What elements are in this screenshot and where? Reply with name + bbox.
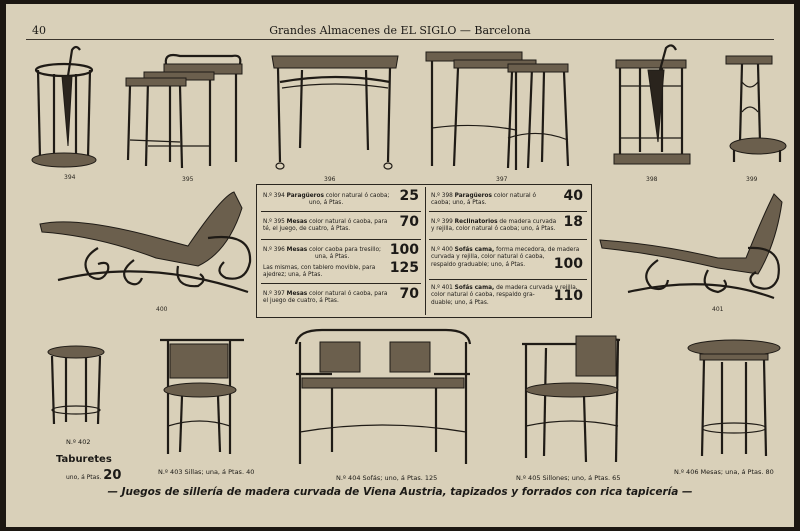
- price-entry-395: N.º 395 Mesas color natural ó caoba, para té, el juego, de cuatro, á Ptas. 70: [263, 214, 419, 233]
- price-entry-394: N.º 394 Paragüeros color natural ó caoba; uno, á Ptas. 25: [263, 188, 419, 207]
- item-number-395: 395: [182, 176, 194, 183]
- item-label-404: N.º 404 Sofás; uno, á Ptas. 125: [336, 474, 438, 482]
- item-number-401: 401: [712, 306, 724, 313]
- item-label-403: N.º 403 Sillas; una, á Ptas. 40: [158, 468, 255, 476]
- price-entry-396: N.º 396 Mesas color caoba para tresillo; una, á Ptas. 100: [263, 242, 419, 261]
- item-label-405: N.º 405 Sillones; uno, á Ptas. 65: [516, 474, 621, 482]
- rocking-chaise-400: [38, 188, 254, 306]
- page-number: 40: [32, 24, 46, 37]
- price-entry-399: N.º 399 Reclinatorios de madera curvada y rejilla, color natural ó caoba; uno, á Ptas. 18: [431, 214, 583, 233]
- card-table-396: [268, 48, 402, 178]
- page-header-title: Grandes Almacenes de EL SIGLO — Barcelona: [269, 24, 531, 37]
- item-number-397: 397: [496, 176, 508, 183]
- price-entry-397: N.º 397 Mesas color natural ó caoba, para el juego de cuatro, á Ptas. 70: [263, 286, 419, 305]
- chair-403: [156, 326, 248, 462]
- armchair-405: [516, 326, 626, 468]
- header-rule: [26, 39, 774, 40]
- prie-dieu-399: [722, 52, 788, 172]
- catalog-page: [6, 4, 794, 527]
- footer-caption: — Juegos de sillería de madera curvada de Viena Austria, tapizados y forrados con rica tapicería —: [107, 486, 693, 498]
- settee-404: [292, 324, 474, 470]
- item-number-396: 396: [324, 176, 336, 183]
- item-number-399: 399: [746, 176, 758, 183]
- item-label-406: N.º 406 Mesas; una, á Ptas. 80: [674, 468, 774, 476]
- item-number-398: 398: [646, 176, 658, 183]
- item-number-402: N.º 402: [66, 438, 91, 446]
- price-table: [256, 184, 592, 318]
- stool-402: [46, 344, 108, 432]
- umbrella-stand-394: [32, 46, 102, 176]
- umbrella-stand-398: [612, 46, 696, 174]
- table-406: [686, 338, 782, 466]
- price-table-divider: [425, 187, 426, 315]
- price-entry-396-chess: Las mismas, con tablero movible, para ajedrez; una, á Ptas. 125: [263, 260, 419, 279]
- price-entry-398: N.º 398 Paragüeros color natural ó caoba; uno, á Ptas. 40: [431, 188, 583, 207]
- item-number-394: 394: [64, 174, 76, 181]
- nesting-tables-397: [424, 48, 592, 178]
- price-entry-400: N.º 400 Sofás cama, forma mecedora, de madera curvada y rejilla, color natural ó caoba, respaldo graduable; uno, á Ptas. 100: [431, 247, 583, 272]
- nesting-tables-395: [124, 50, 248, 172]
- stool-price: uno, á Ptas. 20: [66, 468, 122, 483]
- stool-title: Taburetes: [56, 454, 112, 465]
- price-entry-401: N.º 401 Sofás cama, de madera curvada y rejilla, color natural ó caoba, respaldo gra- duable; uno, á Ptas. 110: [431, 285, 583, 306]
- rocking-chaise-401: [598, 188, 788, 306]
- item-number-400: 400: [156, 306, 168, 313]
